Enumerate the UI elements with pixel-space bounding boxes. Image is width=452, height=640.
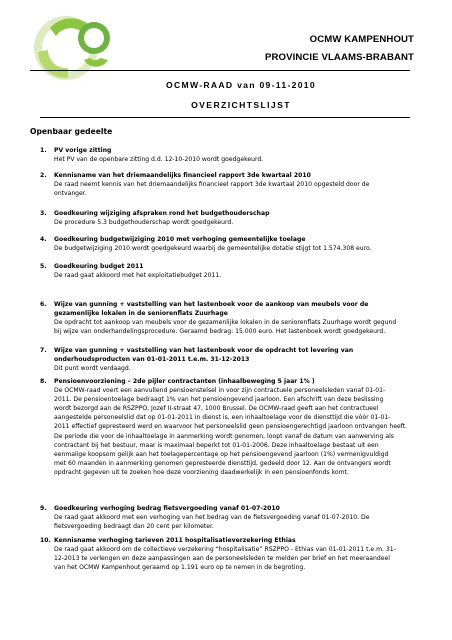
description-line: opdracht gegeven uit te zoeken hoe deze voorziening daadwerkelijk in een pensioenfonds komt. bbox=[54, 468, 349, 476]
agenda-item-title: Goedkeuring wijziging afspraken rond het budgethouderschap bbox=[54, 210, 270, 217]
agenda-item-number: 3. bbox=[40, 210, 47, 217]
description-line: De budgetwijziging 2010 wordt goedgekeurd waarbij de gemeentelijke dotatie stijgt tot 1.574.308 euro. bbox=[54, 245, 372, 253]
agenda-item-number: 1. bbox=[40, 147, 47, 154]
agenda-item-description bbox=[54, 513, 412, 531]
agenda-item-description bbox=[54, 155, 412, 164]
title-divider bbox=[40, 117, 410, 118]
description-line: met 60 maanden in aanmerking genomen gepresteerde diensttijd, gedeeld door 12. Aan de ontvangers wordt bbox=[54, 459, 391, 467]
agenda-item-title: Pensioenvoorziening – 2de pijler contractanten (inhaalbeweging 5 jaar 1% ) bbox=[54, 378, 315, 385]
agenda-item-description bbox=[54, 180, 412, 198]
description-line: 2011. De pensioentoelage bedraagt 1% van het pensioengevend jaarloon. Een afschrift van deze beslissing bbox=[54, 396, 384, 404]
description-line: contractant bij het bestuur, maar is maximaal beperkt tot 01-01-2006. Deze inhaaltoelage bestaat uit een bbox=[54, 441, 379, 449]
agenda-item bbox=[40, 171, 412, 198]
agenda-item-title: Wijze van gunning + vaststelling van het lastenboek voor de aankoop van meubels voor de gezamenlijke lokalen in de seniorenflats Zuurhage bbox=[54, 301, 369, 318]
description-line: van het OCMW Kampenhout geraamd op 1.191 euro op te nemen in de begroting. bbox=[54, 564, 306, 572]
description-line: ontvanger. bbox=[54, 190, 87, 198]
agenda-item-title: Goedkeuring budgetwijziging 2010 met verhoging gemeentelijke toelage bbox=[54, 236, 306, 243]
agenda-item-number: 5. bbox=[40, 263, 47, 270]
description-line: 12-2013 te verlengen en deze aanpassingen aan de personeelsleden te melden per brief en het meeraandeel bbox=[54, 555, 390, 563]
description-line: bij wijze van onderhandelingsprocedure. Geraamd bedrag: 15.000 euro. Het lastenboek wordt goedgekeurd. bbox=[54, 328, 386, 336]
agenda-item-number: 7. bbox=[40, 347, 47, 354]
section-title: Openbaar gedeelte bbox=[30, 127, 113, 136]
agenda-item-title: Goedkeuring verhoging bedrag fietsvergoeding vanaf 01-07-2010 bbox=[54, 505, 280, 512]
description-line: aangestelde personeelslid dat op 01-01-2011 in dienst is, een inhaaltoelage voor de diensttijd die vóór 01-01- bbox=[54, 414, 391, 422]
agenda-item-number: 9. bbox=[40, 505, 47, 512]
ocmw-logo bbox=[30, 8, 120, 88]
agenda-item bbox=[40, 377, 412, 477]
agenda-item bbox=[40, 300, 412, 336]
agenda-item-title: Goedkeuring budget 2011 bbox=[54, 263, 144, 270]
description-line: Dit punt wordt verdaagd. bbox=[54, 365, 131, 373]
description-line: De OCMW-raad voert een aanvullend pensioenstelsel in voor zijn contractuele personeelsleden vanaf 01-01- bbox=[54, 387, 386, 395]
description-line: 2011 effectief gepresteerd werd en waarvoor het personeelslid geen pensioengerechtigd jaarloon ontvangen heeft. bbox=[54, 423, 408, 431]
agenda-item bbox=[40, 536, 412, 572]
description-line: eenmalige koopsom gelijk aan het toelagepercentage op het pensioengevend jaarloon (1%) vermenigvuldigd bbox=[54, 450, 389, 458]
agenda-item bbox=[40, 504, 412, 531]
description-line: De periode die voor de inhaaltoelage in aanmerking wordt genomen, loopt vanaf de datum van aanwerving als bbox=[54, 432, 394, 440]
description-line: De procedure 5.3 budgethouderschap wordt goedgekeurd. bbox=[54, 219, 234, 227]
agenda-item bbox=[40, 209, 412, 227]
agenda-item-number: 10. bbox=[40, 537, 51, 544]
description-line: wordt bezorgd aan de RSZPPO, Jozef II-straat 47, 1000 Brussel. De OCMW-raad geeft aan het contractueel bbox=[54, 405, 379, 413]
agenda-item-number: 2. bbox=[40, 172, 47, 179]
agenda-item-description bbox=[54, 244, 412, 253]
agenda-item-description bbox=[54, 271, 412, 280]
header-divider bbox=[30, 70, 410, 71]
agenda-item-description bbox=[54, 318, 412, 336]
agenda-item-description bbox=[54, 545, 412, 572]
description-line: De raad gaat akkoord om de collectieve verzekering “hospitalisatie” RSZPPO - Ethias van 01-01-2011 t.e.m. 31- bbox=[54, 546, 396, 554]
agenda-item-description bbox=[54, 364, 412, 373]
agenda-item-title: Kennisname verhoging tarieven 2011 hospitalisatieverzekering Ethias bbox=[54, 537, 296, 544]
document-title: OVERZICHTSLIJST bbox=[191, 100, 291, 110]
agenda-item-title: Kennisname van het driemaandelijks financieel rapport 3de kwartaal 2010 bbox=[54, 172, 311, 179]
description-line: De raad gaat akkoord met het exploitatiebudget 2011. bbox=[54, 272, 222, 280]
agenda-item-number: 8. bbox=[40, 378, 47, 385]
description-line: fietsvergoeding bedraagt dan 20 cent per kilometer. bbox=[54, 523, 214, 531]
agenda-item bbox=[40, 146, 412, 164]
agenda-item bbox=[40, 346, 412, 373]
agenda-item-number: 4. bbox=[40, 236, 47, 243]
agenda-item-description bbox=[54, 386, 412, 477]
agenda-item-title: Wijze van gunning + vaststelling van het lastenboek voor de opdracht tot levering van onderhoudsproducten van 01-01-2011 t.e.m. 31-12-2013 bbox=[54, 347, 354, 364]
org-name: OCMW KAMPENHOUT bbox=[309, 34, 414, 45]
agenda-item-number: 6. bbox=[40, 301, 47, 308]
agenda-item-description bbox=[54, 218, 412, 227]
agenda-item bbox=[40, 235, 412, 253]
meeting-title: OCMW-RAAD van 09-11-2010 bbox=[166, 80, 316, 90]
description-line: De opdracht tot aankoop van meubels voor de gezamenlijke lokalen in de seniorenflats Zuurhage wordt gegund bbox=[54, 319, 397, 327]
description-line: Het PV van de openbare zitting d.d. 12-10-2010 wordt goedgekeurd. bbox=[54, 156, 264, 164]
agenda-item bbox=[40, 262, 412, 280]
description-line: De raad gaat akkoord met een verhoging van het bedrag van de fietsvergoeding vanaf 01-07-2010. De bbox=[54, 514, 370, 522]
description-line: De raad neemt kennis van het driemaandelijks financieel rapport 3de kwartaal 2010 opgesteld door de bbox=[54, 181, 370, 189]
org-province: PROVINCIE VLAAMS-BRABANT bbox=[265, 52, 414, 63]
agenda-item-title: PV vorige zitting bbox=[54, 147, 112, 154]
